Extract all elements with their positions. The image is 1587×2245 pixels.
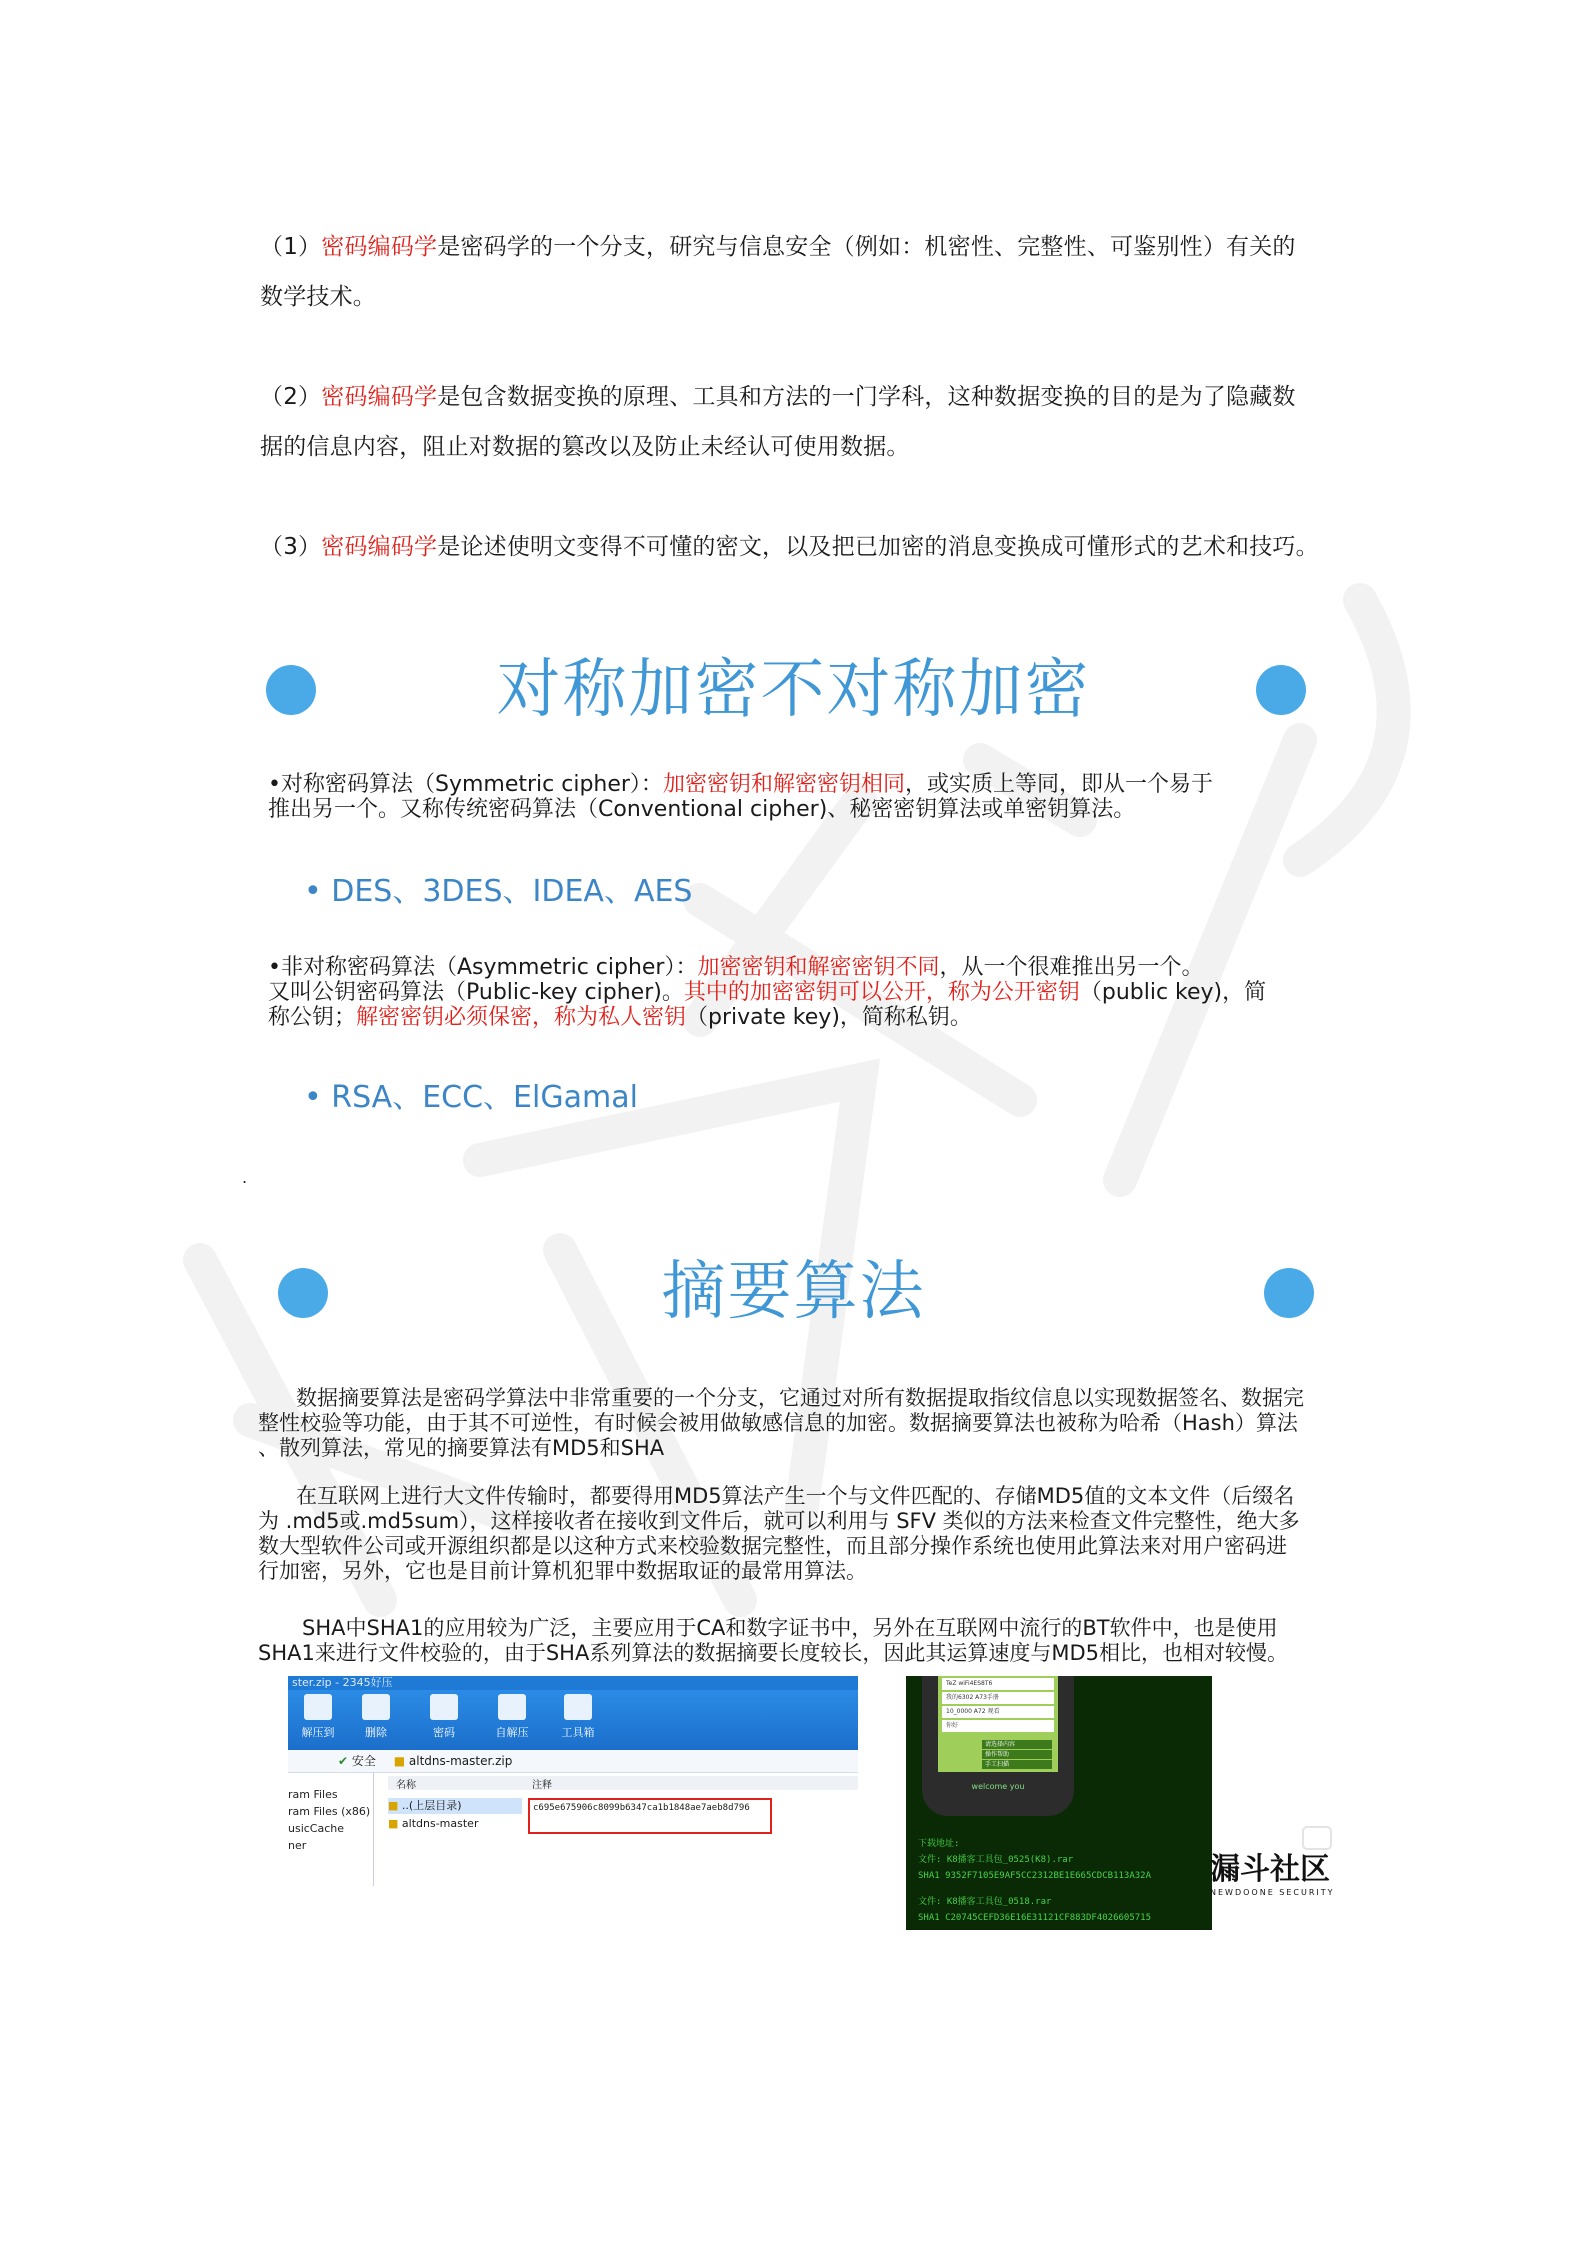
logo-name: 漏斗社区 — [1210, 1852, 1330, 1887]
paragraph-line: 为 .md5或.md5sum），这样接收者在接收到文件后，就可以利用与 SFV 类似的方法来检查文件完整性，绝大多 — [258, 1509, 1300, 1533]
asymmetric-highlight-2: 其中的加密密钥可以公开，称为公开密钥 — [683, 980, 1080, 1005]
tree-item[interactable]: usicCache — [288, 1822, 345, 1835]
house-icon — [498, 1694, 526, 1720]
asymmetric-line2a: 又叫公钥密码算法（Public-key cipher)。 — [268, 980, 684, 1005]
archive-screenshot — [288, 1676, 858, 1886]
definition-text: 是密码学的一个分支，研究与信息安全（例如：机密性、完整性、可鉴别性）有关的 — [437, 234, 1296, 260]
paragraph-line: 数据摘要算法是密码学算法中非常重要的一个分支，它通过对所有数据提取指纹信息以实现数据签名、数据完 — [296, 1386, 1304, 1410]
delete-button[interactable]: 删除 — [348, 1694, 404, 1740]
password-button[interactable]: 密码 — [416, 1694, 472, 1740]
address-bar[interactable] — [288, 1750, 858, 1773]
definition-term: 密码编码学 — [321, 234, 438, 260]
extract-icon — [304, 1694, 332, 1720]
info-line: 文件: K8播客工具包_0525(K8).rar — [918, 1855, 1074, 1865]
menu-item: 你好 — [942, 1720, 1054, 1732]
info-line: SHA1 C20745CEFD36E16E31121CF883DF4026605715 — [918, 1913, 1151, 1923]
folder-tree — [288, 1772, 374, 1886]
archive-path: altdns-master.zip — [408, 1754, 513, 1768]
definition-text: 是论述使明文变得不可懂的密文，以及把已加密的消息变换成可懂形式的艺术和技巧。 — [437, 534, 1319, 560]
paragraph-line: 数大型软件公司或开源组织都是以这种方式来校验数据完整性，而且部分操作系统也使用此算法来对用户密码进 — [258, 1534, 1287, 1558]
symmetric-line2: 推出另一个。又称传统密码算法（Conventional cipher)、秘密密钥算法或单密钥算法。 — [268, 797, 1136, 822]
list-item[interactable]: ■ altdns-master — [388, 1817, 479, 1830]
definition-term: 密码编码学 — [321, 384, 438, 410]
asymmetric-line3b: （private key)，简称私钥。 — [686, 1005, 972, 1030]
toolbar — [288, 1690, 858, 1750]
extract-button[interactable]: 解压到 — [290, 1694, 346, 1740]
phone-device — [922, 1676, 1074, 1816]
paragraph-line: SHA中SHA1的应用较为广泛，主要应用于CA和数字证书中，另外在互联网中流行的BT软件中，也是使用 — [302, 1616, 1278, 1640]
toolbox-icon — [564, 1694, 592, 1720]
tree-item[interactable]: ner — [288, 1839, 307, 1852]
symmetric-desc — [268, 772, 1348, 822]
section-title-symmetric: 对称加密不对称加密 — [496, 653, 1091, 727]
asymmetric-highlight-3: 解密密钥必须保密，称为私人密钥 — [356, 1005, 687, 1030]
download-info — [918, 1836, 1208, 1926]
phone-screen — [938, 1676, 1058, 1772]
safe-label: 安全 — [351, 1754, 376, 1768]
definition-text-line2: 据的信息内容，阻止对数据的篡改以及防止未经认可使用数据。 — [260, 434, 910, 460]
info-line: 下载地址: — [918, 1839, 960, 1849]
paragraph-line: 行加密，另外，它也是目前计算机犯罪中数据取证的最常用算法。 — [258, 1559, 867, 1583]
menu-item: TeZ wiFi4ES8T6 — [942, 1678, 1054, 1690]
folder-icon: ■ — [388, 1799, 399, 1812]
definition-prefix: （3） — [260, 534, 322, 560]
symmetric-highlight: 加密密钥和解密密钥相同 — [662, 772, 905, 797]
video-play-icon — [1302, 1826, 1332, 1850]
paragraph-line: 在互联网上进行大文件传输时，都要得用MD5算法产生一个与文件匹配的、存储MD5值的文本文件（后缀名 — [296, 1484, 1295, 1508]
definition-prefix: （1） — [260, 234, 322, 260]
menu-item: 我的6302 A73手册 — [942, 1692, 1054, 1704]
logo-subtitle: NEWDOONE SECURITY — [1210, 1888, 1335, 1897]
toolbox-button[interactable]: 工具箱 — [550, 1694, 606, 1740]
asymmetric-highlight-1: 加密密钥和解密密钥不同 — [697, 955, 940, 980]
definition-1 — [260, 222, 1360, 322]
definition-term: 密码编码学 — [321, 534, 438, 560]
definition-3 — [260, 522, 1360, 572]
asymmetric-examples: • RSA、ECC、ElGamal — [304, 1080, 638, 1115]
list-item[interactable]: ■ ..(上层目录) — [388, 1798, 522, 1814]
hash-comment-box: c695e675906c8099b6347ca1b1848ae7aeb8d796 — [528, 1798, 772, 1834]
col-comment: 注释 — [532, 1780, 552, 1791]
asymmetric-line3a: 称公钥； — [268, 1005, 357, 1030]
asymmetric-desc — [268, 955, 1368, 1030]
menu-item: 10_0000 A72 观看 — [942, 1706, 1054, 1718]
symmetric-label: •对称密码算法（Symmetric cipher）： — [268, 772, 663, 797]
phone-screenshot — [906, 1676, 1212, 1930]
self-extract-button[interactable]: 自解压 — [484, 1694, 540, 1740]
tree-item[interactable]: ram Files — [288, 1788, 338, 1801]
digest-paragraph-3 — [258, 1616, 1368, 1666]
digest-paragraph-2 — [258, 1484, 1368, 1584]
definition-text-line2: 数学技术。 — [260, 284, 376, 310]
welcome-text: welcome you — [971, 1782, 1025, 1791]
paragraph-line: 整性校验等功能，由于其不可逆性，有时候会被用做敏感信息的加密。数据摘要算法也被称为哈希（Hash）算法 — [258, 1411, 1298, 1435]
brand-logo — [1210, 1852, 1360, 1897]
symmetric-rest: ，或实质上等同，即从一个易于 — [904, 772, 1213, 797]
symmetric-examples: • DES、3DES、IDEA、AES — [304, 874, 693, 909]
phone-button: 操作帮助 — [982, 1750, 1052, 1759]
info-line: 文件: K8播客工具包_0518.rar — [918, 1897, 1052, 1907]
recycle-icon — [362, 1694, 390, 1720]
section-title-digest: 摘要算法 — [661, 1255, 926, 1329]
paragraph-line: 、散列算法，常见的摘要算法有MD5和SHA — [258, 1436, 665, 1460]
definition-2 — [260, 372, 1360, 472]
phone-button: 请选择内容 — [982, 1740, 1052, 1749]
digest-paragraph-1 — [258, 1386, 1368, 1461]
shield-icon: ✔ — [338, 1754, 349, 1768]
paragraph-line: SHA1来进行文件校验的，由于SHA系列算法的数据摘要长度较长，因此其运算速度与MD5相比，也相对较慢。 — [258, 1641, 1288, 1665]
info-line: SHA1 9352F7105E9AF5CC2312BE1E665CDCB113A32A — [918, 1871, 1151, 1881]
stray-mark: . — [242, 1168, 248, 1187]
asymmetric-line2b: （public key)，简 — [1079, 980, 1267, 1005]
definition-text: 是包含数据变换的原理、工具和方法的一门学科，这种数据变换的目的是为了隐藏数 — [437, 384, 1296, 410]
asymmetric-rest: ，从一个很难推出另一个。 — [939, 955, 1204, 980]
window-title: ster.zip - 2345好压 — [288, 1676, 858, 1690]
definition-prefix: （2） — [260, 384, 322, 410]
folder-icon: ■ — [388, 1817, 399, 1830]
asymmetric-label: •非对称密码算法（Asymmetric cipher）： — [268, 955, 698, 980]
folder-icon: ■ — [393, 1754, 406, 1768]
phone-button: 手工扫描 — [982, 1760, 1052, 1769]
tree-item[interactable]: ram Files (x86) — [288, 1805, 371, 1818]
col-name: 名称 — [396, 1780, 416, 1791]
lock-icon — [430, 1694, 458, 1720]
